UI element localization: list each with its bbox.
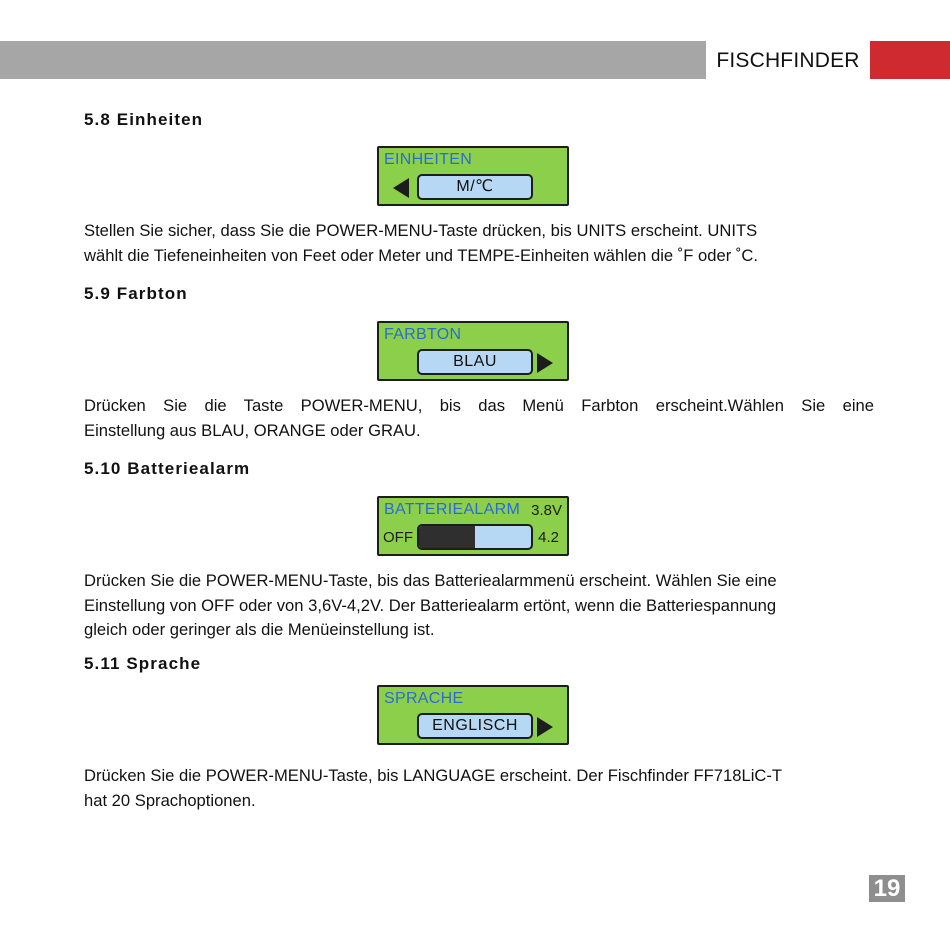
lcd-value-box: ENGLISCH (417, 713, 533, 739)
paragraph-line: Einstellung aus BLAU, ORANGE oder GRAU. (84, 420, 421, 440)
lcd-title: FARBTON (384, 326, 462, 343)
section-heading-einheiten: 5.8 Einheiten (84, 110, 204, 129)
lcd-value-box: BLAU (417, 349, 533, 375)
lcd-min-label: OFF (383, 529, 413, 546)
right-arrow-icon (537, 353, 553, 373)
paragraph-sprache (84, 764, 874, 813)
lcd-sprache (377, 685, 569, 745)
left-arrow-icon (393, 178, 409, 198)
paragraph-farbton (84, 394, 874, 443)
paragraph-line: Drücken Sie die POWER-MENU-Taste, bis das Batteriealarmmenü erscheint. Wählen Sie eine (84, 571, 777, 590)
lcd-title: EINHEITEN (384, 151, 473, 168)
paragraph-line: Drücken Sie die Taste POWER-MENU, bis das Menü Farbton erscheint.Wählen Sie eine (84, 396, 874, 415)
section-heading-farbton: 5.9 Farbton (84, 284, 188, 303)
lcd-value-box: M/℃ (417, 174, 533, 200)
lcd-title: BATTERIEALARM (384, 501, 521, 518)
paragraph-batteriealarm (84, 569, 874, 643)
paragraph-line: gleich oder geringer als die Menüeinstellung ist. (84, 620, 435, 639)
lcd-einheiten (377, 146, 569, 206)
lcd-farbton (377, 321, 569, 381)
page-number: 19 (869, 875, 905, 902)
paragraph-einheiten (84, 219, 874, 268)
slider-fill (419, 526, 475, 548)
lcd-max-label: 4.2 (538, 529, 559, 546)
paragraph-line: Einstellung von OFF oder von 3,6V-4,2V. Der Batteriealarm ertönt, wenn die Batteriespannung (84, 595, 777, 615)
lcd-title: SPRACHE (384, 690, 464, 707)
battery-alarm-slider (417, 524, 533, 550)
header-accent-block (870, 41, 950, 79)
header-title: FISCHFINDER (716, 49, 860, 72)
paragraph-line: wählt die Tiefeneinheiten von Feet oder Meter und TEMPE-Einheiten wählen die ˚F oder ˚C. (84, 245, 758, 265)
right-arrow-icon (537, 717, 553, 737)
paragraph-line: hat 20 Sprachoptionen. (84, 790, 256, 810)
header-bar (0, 41, 706, 79)
lcd-current-value: 3.8V (531, 502, 562, 519)
paragraph-line: Stellen Sie sicher, dass Sie die POWER-MENU-Taste drücken, bis UNITS erscheint. UNITS (84, 221, 758, 240)
paragraph-line: Drücken Sie die POWER-MENU-Taste, bis LANGUAGE erscheint. Der Fischfinder FF718LiC-T (84, 766, 783, 785)
section-heading-batteriealarm: 5.10 Batteriealarm (84, 459, 251, 478)
lcd-batteriealarm (377, 496, 569, 556)
section-heading-sprache: 5.11 Sprache (84, 654, 202, 673)
